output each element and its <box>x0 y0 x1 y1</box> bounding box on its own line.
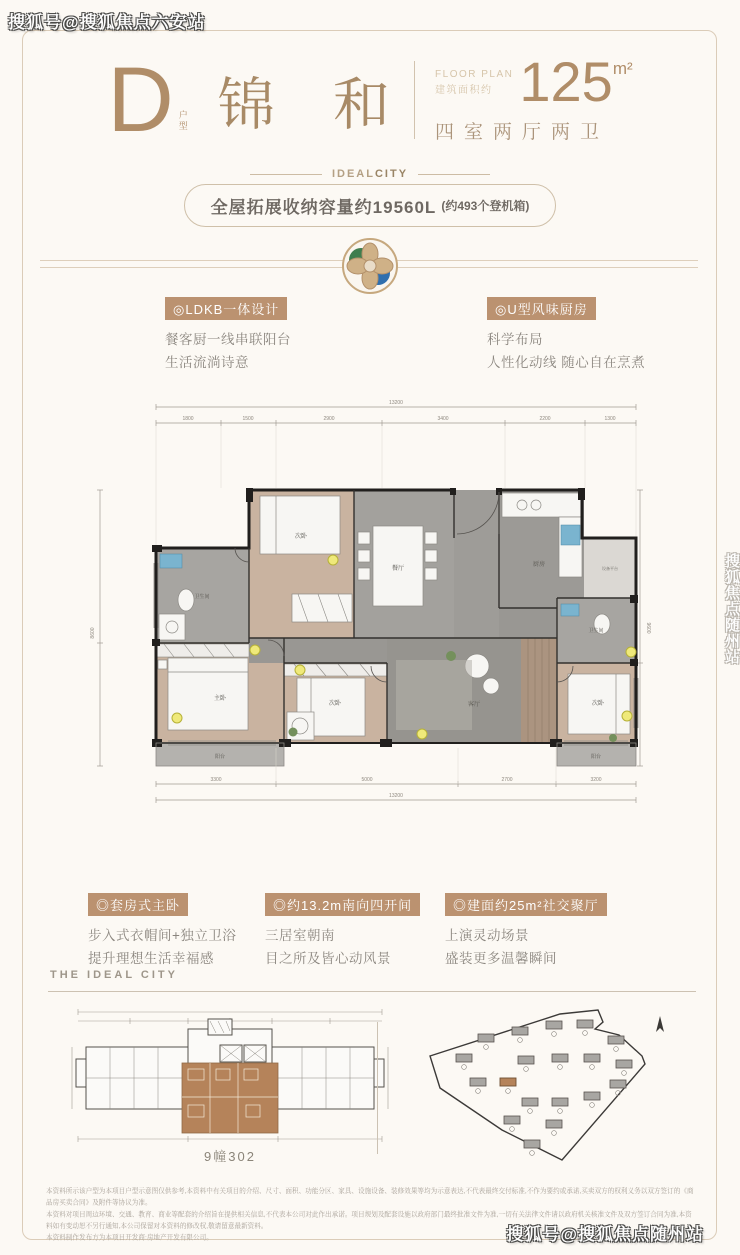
feature-master-suite <box>88 893 236 967</box>
dim-total-right: 9600 <box>645 622 651 634</box>
storage-pill-row <box>0 184 740 227</box>
feature-social-hall <box>445 893 607 967</box>
building-plate-diagram <box>70 1005 390 1145</box>
room-layout: 四室两厅两卫 <box>435 121 610 143</box>
dim-label: 2900 <box>323 416 335 422</box>
storage-main: 全屋拓展收纳容量约19560L <box>210 198 437 217</box>
feature-line: 提升理想生活幸福感 <box>88 951 214 966</box>
dim-lines-top <box>156 404 636 426</box>
room-label-bedroom-mid: 次卧 <box>328 701 342 707</box>
dim-total-top: 13200 <box>389 400 403 406</box>
unit-type-label: 户型 <box>177 110 188 132</box>
brand-emblem-icon <box>341 237 399 300</box>
storage-sub: (约493个登机箱) <box>441 199 530 213</box>
logo-city: CITY <box>374 168 409 180</box>
living-rug <box>396 660 472 730</box>
room-label-bedroom-right: 次卧 <box>591 701 605 707</box>
room-label-dining: 餐厅 <box>391 566 405 572</box>
dim-total-bottom: 13200 <box>389 793 403 799</box>
room-label-bath-left: 卫生间 <box>194 594 210 600</box>
floor-plan-diagram <box>84 398 656 810</box>
disclaimer-line: 本资料所示该户型为本项目户型示意图仅供参考,本资料中有关项目的介绍、尺寸、面积、功能分区、家具、设施设备、装修效果等均为示意表达,不代表最终交付标准,不作为要约或承诺,买卖双方的权利义务以双方签订的《商品房买卖合同》及附件等协议为准。 <box>46 1187 694 1207</box>
bottom-panel-divider <box>377 1022 378 1154</box>
highlighted-unit <box>182 1063 278 1133</box>
watermark-top-left: 搜狐号@搜狐焦点六安站 <box>8 13 206 32</box>
room-label-bedroom-tl: 次卧 <box>294 534 308 540</box>
dim-label: 2700 <box>501 777 513 783</box>
feature-line: 盛装更多温馨瞬间 <box>445 951 557 966</box>
room-label-balcony-right: 阳台 <box>590 754 602 760</box>
storage-pill <box>184 184 557 227</box>
dim-label: 3200 <box>590 777 602 783</box>
site-buildings <box>456 1020 632 1155</box>
feature-line: 步入式衣帽间+独立卫浴 <box>88 928 237 943</box>
section-divider <box>48 991 696 992</box>
dim-label: 1800 <box>182 416 194 422</box>
room-label-kitchen: 厨房 <box>532 562 546 568</box>
dim-label: 3400 <box>437 416 449 422</box>
feature-line: 上演灵动场景 <box>445 928 529 943</box>
feature-line: 三居室朝南 <box>265 928 335 943</box>
feature-line: 生活流淌诗意 <box>165 355 249 370</box>
header <box>0 49 740 151</box>
dim-extensions-bottom <box>276 748 556 784</box>
watermark-bottom-right: 搜狐号@搜狐焦点随州站 <box>506 1225 704 1244</box>
ideal-city-logo <box>332 168 408 180</box>
feature-tag: ◎建面约25m²社交聚厅 <box>445 893 607 916</box>
feature-line: 科学布局 <box>487 332 543 347</box>
dim-total-left: 8600 <box>90 627 96 639</box>
feature-tag: ◎U型风味厨房 <box>487 297 596 320</box>
floor-plan-en: FLOOR PLAN <box>435 68 514 80</box>
room-label-balcony-left: 阳台 <box>214 754 226 760</box>
unit-type-letter: D <box>107 49 174 151</box>
unit-name: 锦 和 <box>217 74 413 137</box>
room-label-bath-right: 卫生间 <box>588 628 604 634</box>
ideal-city-logo-row <box>0 168 740 180</box>
room-label-master: 主卧 <box>213 696 227 702</box>
header-divider <box>414 61 415 139</box>
feature-line: 餐客厨一线串联阳台 <box>165 332 291 347</box>
dim-label: 1300 <box>604 416 616 422</box>
dim-label: 2200 <box>539 416 551 422</box>
feature-tag: ◎LDKB一体设计 <box>165 297 287 320</box>
site-highlighted-building <box>500 1078 516 1086</box>
header-right <box>435 49 633 144</box>
logo-ideal: IDEAL <box>331 168 375 180</box>
room-label-living: 客厅 <box>467 702 481 708</box>
feature-tag: ◎套房式主卧 <box>88 893 188 916</box>
area-value: 125 <box>519 49 613 113</box>
feature-line: 人性化动线 随心自在烹煮 <box>487 355 646 370</box>
disclaimer-line: 本资料对项目周边环境、交通、教育、商业等配套的介绍旨在提供相关信息,不代表本公司对此作出承诺。项目规划及配套设施以政府部门最终批准文件为准,一切有关法律文件请以政府机关核准文件及双方签订合同为准,本资料如有变动恕不另行通知,本公司保留对本资料的修改权,敬请留意最新资料。 <box>46 1210 692 1230</box>
feature-ldkb <box>165 297 291 371</box>
site-map-diagram <box>412 1002 690 1170</box>
unit-plate-caption: 9幢302 <box>204 1149 256 1164</box>
area-unit: m² <box>612 58 633 78</box>
dim-label: 1500 <box>242 416 254 422</box>
room-label-equipment: 设备平台 <box>602 566 618 571</box>
feature-tag: ◎约13.2m南向四开间 <box>265 893 420 916</box>
logo-line-right <box>418 174 490 175</box>
dim-lines-bottom <box>156 781 636 803</box>
feature-south-facing <box>265 893 420 967</box>
disclaimer-line: 本资料制作发布方为本项目开发商:房地产开发有限公司。 <box>46 1234 213 1242</box>
watermark-right-side: 搜狐焦点随州站 <box>723 553 740 665</box>
dim-label: 3300 <box>210 777 222 783</box>
feature-kitchen <box>487 297 645 371</box>
area-prefix: 建筑面积约 <box>435 84 493 96</box>
section-title: THE IDEAL CITY <box>50 969 178 981</box>
dim-label: 5000 <box>361 777 373 783</box>
feature-line: 目之所及皆心动风景 <box>265 951 391 966</box>
logo-line-left <box>250 174 322 175</box>
north-arrow-icon <box>656 1016 664 1032</box>
